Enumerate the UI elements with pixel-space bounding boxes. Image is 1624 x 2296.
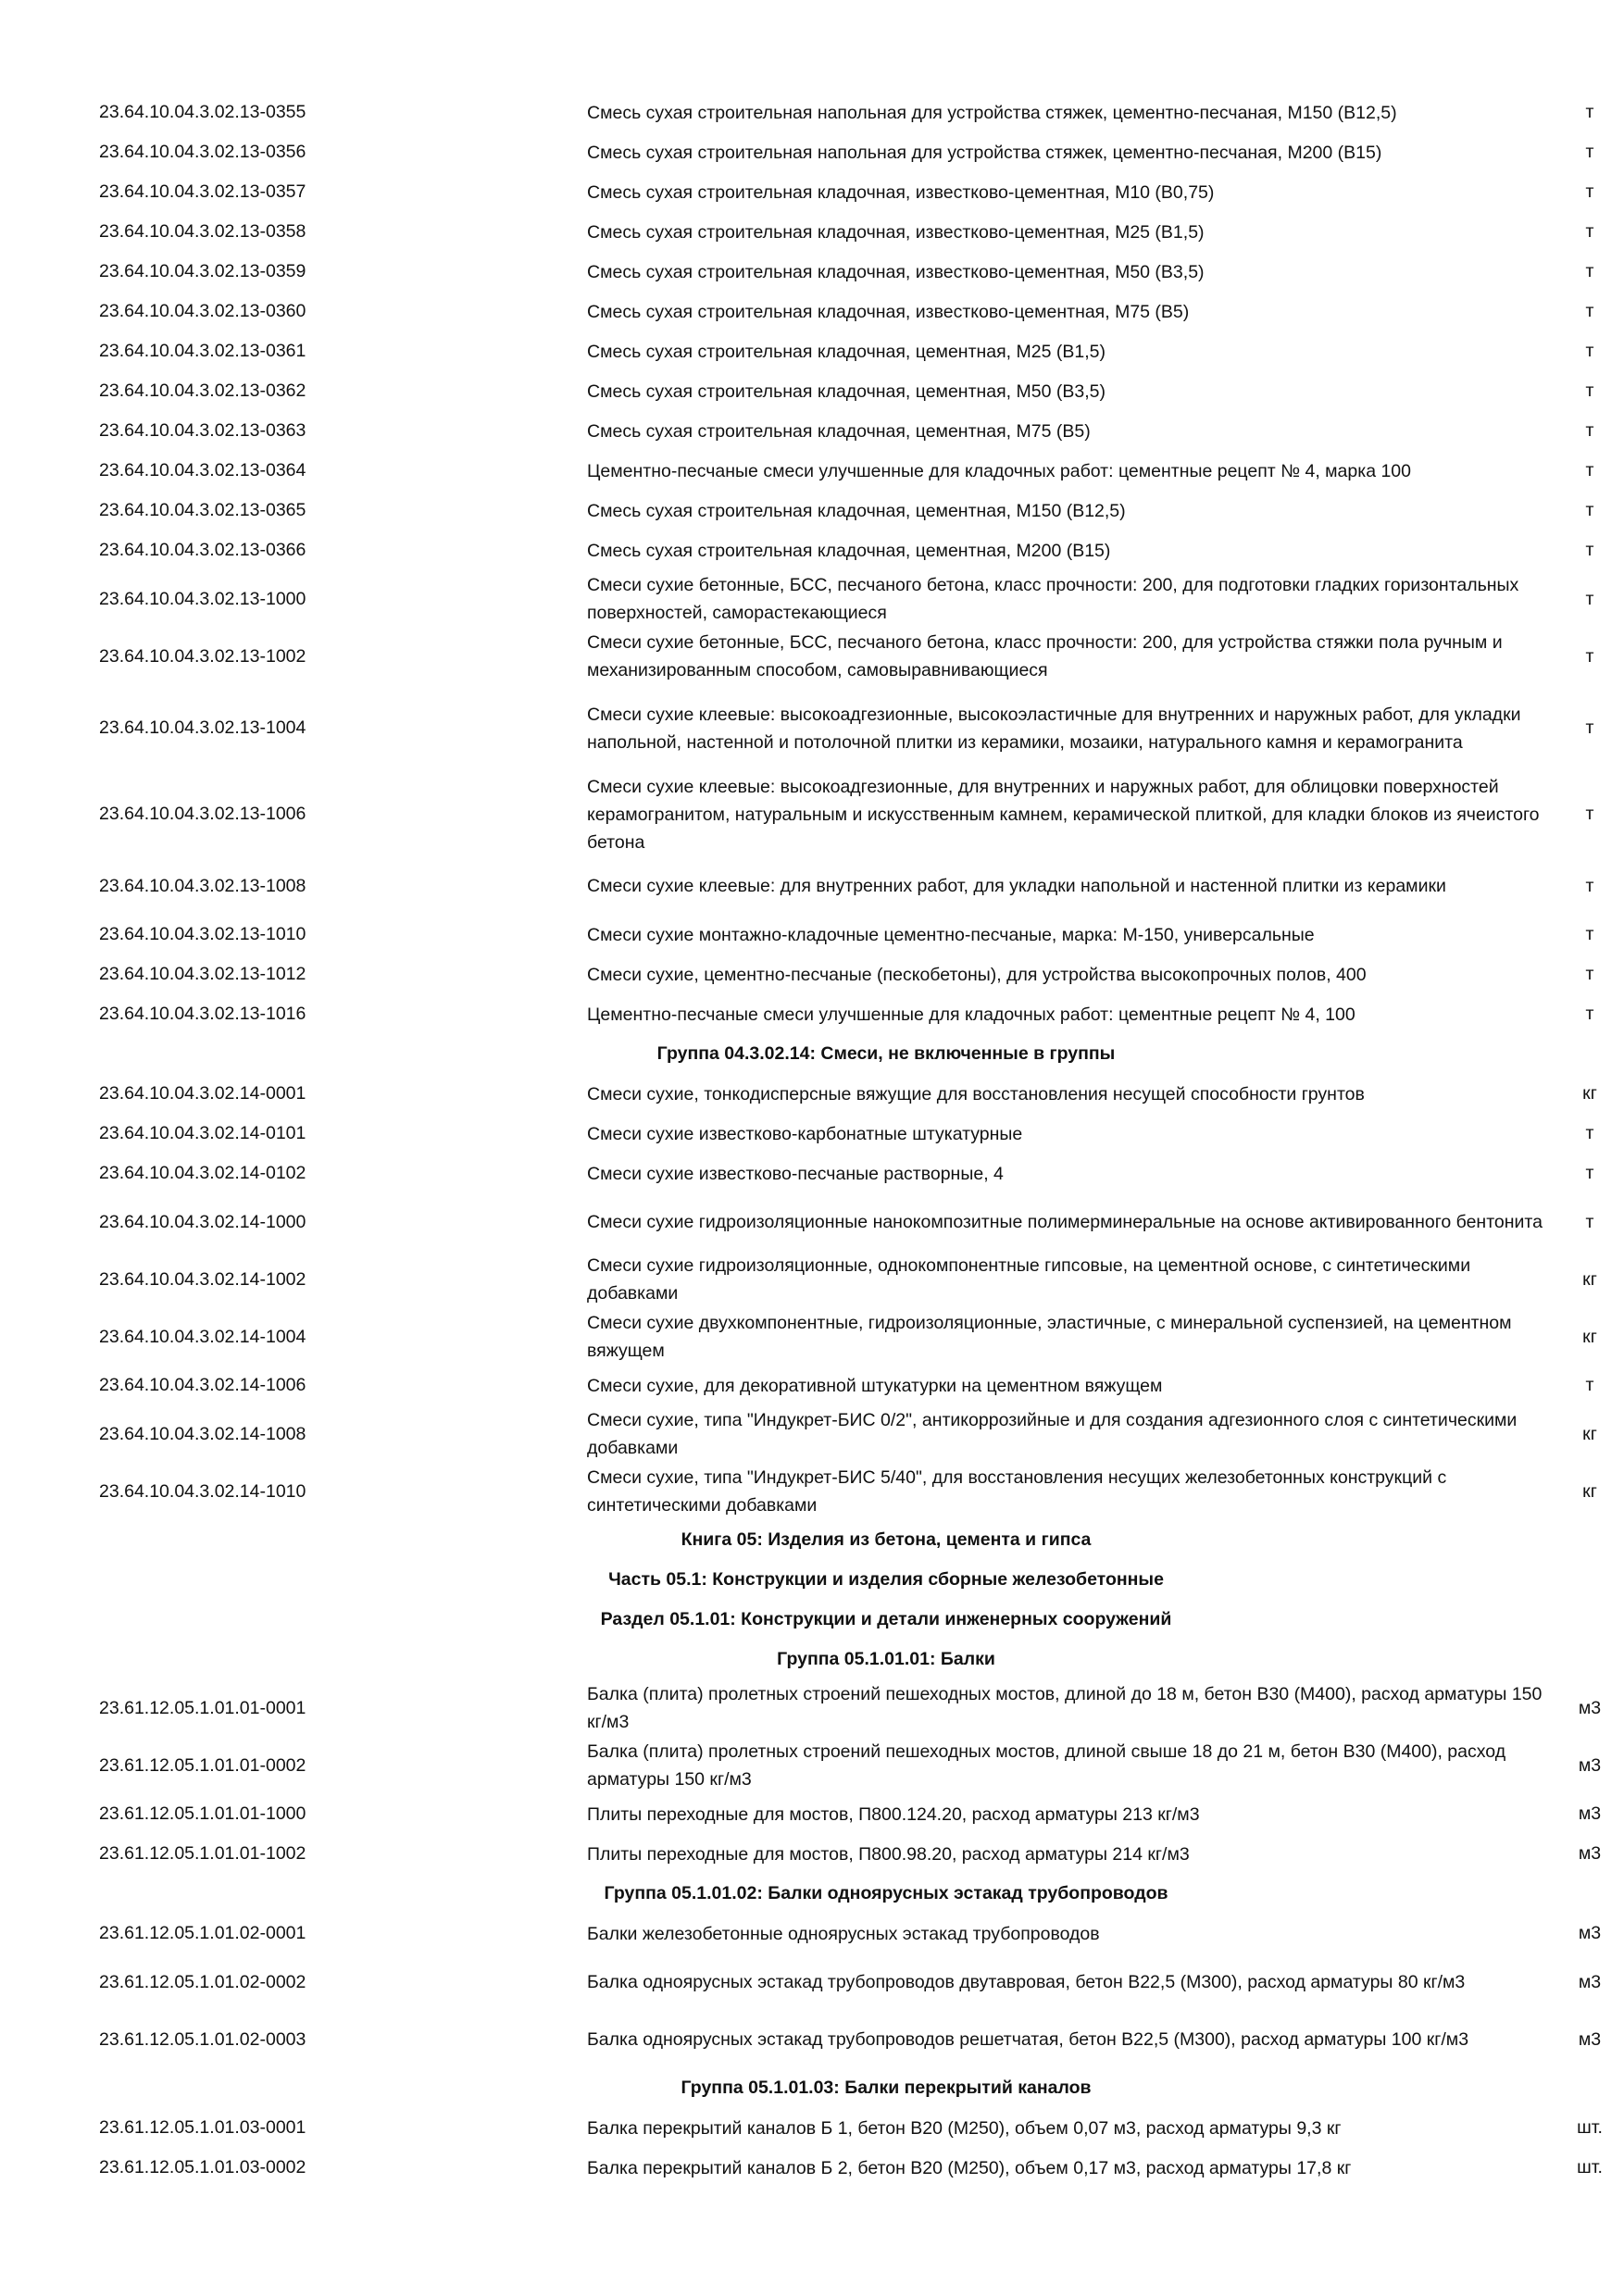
resource-description: Смеси сухие двухкомпонентные, гидроизоляционные, эластичные, с минеральной суспензией, на цементном вяжущем: [587, 1313, 1512, 1361]
document-body: [0, 93, 1624, 2188]
resource-description: Смеси сухие бетонные, БСС, песчаного бетона, класс прочности: 200, для устройства стяжки пола ручным и механизированным способом, самовыравнивающиеся: [587, 632, 1503, 680]
table-row: [0, 411, 1624, 451]
table-row: [0, 292, 1624, 331]
resource-code: 23.64.10.04.3.02.14-0102: [99, 1163, 306, 1183]
resource-description: Смесь сухая строительная кладочная, известково-цементная, М25 (В1,5): [587, 221, 1205, 243]
resource-description: Смеси сухие, цементно-песчаные (пескобетоны), для устройства высокопрочных полов, 400: [587, 964, 1367, 985]
resource-code: 23.64.10.04.3.02.13-0357: [99, 181, 306, 202]
resource-description: Смеси сухие гидроизоляционные нанокомпозитные полимерминеральные на основе активированного бентонита: [587, 1212, 1543, 1232]
resource-description: Балка (плита) пролетных строений пешеходных мостов, длиной до 18 м, бетон В30 (М400), расход арматуры 150 кг/м3: [587, 1684, 1543, 1732]
unit-of-measure: т: [1585, 588, 1594, 609]
unit-of-measure: кг: [1582, 1083, 1597, 1104]
table-row: [0, 451, 1624, 491]
resource-description: Смесь сухая строительная кладочная, цементная, М75 (В5): [587, 420, 1091, 442]
resource-description: Смесь сухая строительная напольная для устройства стяжек, цементно-песчаная, М150 (В12,5): [587, 102, 1397, 123]
table-row: [0, 331, 1624, 371]
resource-description: Смеси сухие, типа "Индукрет-БИС 0/2", антикоррозийные и для создания адгезионного слоя с синтетическими добавками: [587, 1410, 1518, 1458]
resource-code: 23.64.10.04.3.02.13-0364: [99, 460, 306, 480]
resource-description: Смеси сухие, тонкодисперсные вяжущие для восстановления несущей способности грунтов: [587, 1083, 1365, 1104]
unit-of-measure: м3: [1578, 1697, 1602, 1718]
unit-of-measure: кг: [1582, 1423, 1597, 1444]
resource-description: Смеси сухие монтажно-кладочные цементно-песчаные, марка: М-150, универсальные: [587, 924, 1315, 945]
table-row: [0, 685, 1624, 771]
resource-description: Балка одноярусных эстакад трубопроводов двутавровая, бетон В22,5 (М300), расход арматуры 80 кг/м3: [587, 1972, 1466, 1992]
table-row: [0, 93, 1624, 132]
table-row: [0, 628, 1624, 685]
resource-code: 23.61.12.05.1.01.03-0001: [99, 2117, 306, 2138]
unit-of-measure: т: [1585, 645, 1594, 667]
group-heading-text: Группа 05.1.01.02: Балки одноярусных эстакад трубопроводов: [604, 1883, 1168, 1903]
resource-code: 23.64.10.04.3.02.13-1010: [99, 924, 306, 944]
resource-code: 23.64.10.04.3.02.14-1002: [99, 1268, 306, 1290]
group-heading: [0, 1600, 1624, 1640]
group-heading: [0, 1874, 1624, 1914]
table-row: [0, 1308, 1624, 1366]
table-row: [0, 1737, 1624, 1794]
unit-of-measure: т: [1585, 924, 1594, 944]
resource-code: 23.64.10.04.3.02.13-0361: [99, 341, 306, 361]
table-row: [0, 252, 1624, 292]
group-heading: [0, 1640, 1624, 1679]
resource-code: 23.61.12.05.1.01.02-0001: [99, 1923, 306, 1943]
resource-description: Балка перекрытий каналов Б 1, бетон В20 (М250), объем 0,07 м3, расход арматуры 9,3 кг: [587, 2117, 1342, 2139]
unit-of-measure: м3: [1578, 2028, 1602, 2050]
resource-description: Смеси сухие известково-песчаные растворные, 4: [587, 1163, 1004, 1184]
table-row: [0, 1074, 1624, 1114]
table-row: [0, 2108, 1624, 2148]
resource-description: Смесь сухая строительная кладочная, цементная, М50 (В3,5): [587, 381, 1106, 402]
resource-description: Смеси сухие известково-карбонатные штукатурные: [587, 1123, 1023, 1144]
unit-of-measure: т: [1585, 1375, 1594, 1395]
unit-of-measure: т: [1585, 540, 1594, 560]
group-heading: [0, 1520, 1624, 1560]
resource-description: Смеси сухие, типа "Индукрет-БИС 5/40", для восстановления несущих железобетонных конструкций с синтетическими добавками: [587, 1467, 1447, 1516]
resource-description: Смеси сухие бетонные, БСС, песчаного бетона, класс прочности: 200, для подготовки гладких горизонтальных поверхностей, саморастекающиеся: [587, 575, 1519, 623]
unit-of-measure: кг: [1582, 1480, 1597, 1502]
unit-of-measure: м3: [1578, 1843, 1602, 1864]
resource-code: 23.61.12.05.1.01.03-0002: [99, 2157, 306, 2177]
unit-of-measure: кг: [1582, 1268, 1597, 1290]
table-row: [0, 1914, 1624, 1953]
resource-code: 23.64.10.04.3.02.14-1008: [99, 1423, 306, 1444]
resource-description: Смеси сухие клеевые: высокоадгезионные, для внутренних и наружных работ, для облицовки поверхностей керамогранитом, натуральным и искусственным камнем, керамической плиткой, для кладки блоков из ячеистого бетона: [587, 776, 1540, 853]
unit-of-measure: м3: [1578, 1803, 1602, 1824]
table-row: [0, 1366, 1624, 1405]
table-row: [0, 132, 1624, 172]
unit-of-measure: т: [1585, 1163, 1594, 1183]
unit-of-measure: т: [1585, 261, 1594, 281]
resource-description: Смесь сухая строительная кладочная, известково-цементная, М50 (В3,5): [587, 261, 1205, 282]
table-row: [0, 1405, 1624, 1463]
table-row: [0, 1251, 1624, 1308]
resource-description: Смеси сухие, для декоративной штукатурки на цементном вяжущем: [587, 1375, 1163, 1396]
resource-description: Смеси сухие клеевые: для внутренних работ, для укладки напольной и настенной плитки из керамики: [587, 876, 1446, 896]
resource-code: 23.64.10.04.3.02.13-0363: [99, 420, 306, 441]
unit-of-measure: т: [1585, 460, 1594, 480]
group-heading-text: Раздел 05.1.01: Конструкции и детали инженерных сооружений: [600, 1609, 1172, 1629]
resource-description: Смесь сухая строительная кладочная, цементная, М200 (В15): [587, 540, 1111, 561]
resource-code: 23.64.10.04.3.02.14-1006: [99, 1375, 306, 1395]
resource-code: 23.64.10.04.3.02.13-1004: [99, 718, 306, 738]
group-heading: [0, 2068, 1624, 2108]
table-row: [0, 915, 1624, 955]
resource-description: Плиты переходные для мостов, П800.98.20, расход арматуры 214 кг/м3: [587, 1843, 1190, 1865]
unit-of-measure: т: [1585, 804, 1594, 824]
unit-of-measure: т: [1585, 1211, 1594, 1232]
resource-code: 23.64.10.04.3.02.13-0358: [99, 221, 306, 242]
resource-description: Смесь сухая строительная кладочная, известково-цементная, М75 (В5): [587, 301, 1190, 322]
unit-of-measure: т: [1585, 381, 1594, 401]
unit-of-measure: м3: [1578, 1754, 1602, 1776]
group-heading: [0, 1560, 1624, 1600]
resource-code: 23.61.12.05.1.01.01-0001: [99, 1697, 306, 1718]
table-row: [0, 2011, 1624, 2068]
resource-description: Смесь сухая строительная кладочная, цементная, М25 (В1,5): [587, 341, 1106, 362]
group-heading-text: Часть 05.1: Конструкции и изделия сборные железобетонные: [608, 1569, 1164, 1590]
unit-of-measure: т: [1585, 420, 1594, 441]
unit-of-measure: т: [1585, 964, 1594, 984]
table-row: [0, 491, 1624, 530]
resource-code: 23.64.10.04.3.02.13-1012: [99, 964, 306, 984]
resource-code: 23.61.12.05.1.01.02-0002: [99, 1971, 306, 1992]
resource-description: Смеси сухие гидроизоляционные, однокомпонентные гипсовые, на цементной основе, с синтетическими добавками: [587, 1255, 1471, 1304]
resource-description: Балка (плита) пролетных строений пешеходных мостов, длиной свыше 18 до 21 м, бетон В30 (М400), расход арматуры 150 кг/м3: [587, 1741, 1506, 1790]
resource-code: 23.64.10.04.3.02.13-1008: [99, 875, 306, 896]
resource-description: Балки железобетонные одноярусных эстакад трубопроводов: [587, 1923, 1100, 1944]
resource-description: Балка одноярусных эстакад трубопроводов решетчатая, бетон В22,5 (М300), расход арматуры 100 кг/м3: [587, 2029, 1469, 2050]
unit-of-measure: кг: [1582, 1326, 1597, 1347]
unit-of-measure: т: [1585, 301, 1594, 321]
resource-description: Смеси сухие клеевые: высокоадгезионные, высокоэластичные для внутренних и наружных работ, для укладки напольной, настенной и потолочной плитки из керамики, мозаики, натурального камня и керамогранита: [587, 704, 1521, 753]
table-row: [0, 570, 1624, 628]
resource-description: Цементно-песчаные смеси улучшенные для кладочных работ: цементные рецепт № 4, 100: [587, 1004, 1355, 1025]
table-row: [0, 2148, 1624, 2188]
resource-description: Смесь сухая строительная кладочная, цементная, М150 (В12,5): [587, 500, 1126, 521]
table-row: [0, 857, 1624, 915]
resource-description: Плиты переходные для мостов, П800.124.20, расход арматуры 213 кг/м3: [587, 1803, 1200, 1825]
resource-code: 23.64.10.04.3.02.13-0355: [99, 102, 306, 122]
resource-code: 23.64.10.04.3.02.13-0359: [99, 261, 306, 281]
resource-code: 23.64.10.04.3.02.14-1000: [99, 1211, 306, 1232]
unit-of-measure: т: [1585, 341, 1594, 361]
table-row: [0, 212, 1624, 252]
resource-code: 23.64.10.04.3.02.13-1000: [99, 588, 306, 609]
group-heading-text: Группа 05.1.01.01: Балки: [777, 1649, 995, 1669]
table-row: [0, 1834, 1624, 1874]
unit-of-measure: т: [1585, 102, 1594, 122]
unit-of-measure: т: [1585, 221, 1594, 242]
unit-of-measure: т: [1585, 500, 1594, 520]
table-row: [0, 771, 1624, 857]
group-heading: [0, 1034, 1624, 1074]
group-heading-text: Книга 05: Изделия из бетона, цемента и гипса: [681, 1529, 1092, 1550]
unit-of-measure: т: [1585, 142, 1594, 162]
group-heading-text: Группа 04.3.02.14: Смеси, не включенные в группы: [656, 1043, 1116, 1064]
unit-of-measure: т: [1585, 718, 1594, 738]
unit-of-measure: т: [1585, 875, 1594, 896]
resource-code: 23.64.10.04.3.02.13-1016: [99, 1004, 306, 1024]
resource-code: 23.64.10.04.3.02.14-1004: [99, 1326, 306, 1347]
table-row: [0, 955, 1624, 994]
table-row: [0, 172, 1624, 212]
table-row: [0, 1114, 1624, 1154]
unit-of-measure: т: [1585, 1004, 1594, 1024]
unit-of-measure: шт.: [1577, 2117, 1603, 2138]
resource-code: 23.64.10.04.3.02.13-1002: [99, 645, 306, 667]
resource-code: 23.64.10.04.3.02.13-0360: [99, 301, 306, 321]
resource-description: Смесь сухая строительная напольная для устройства стяжек, цементно-песчаная, М200 (В15): [587, 142, 1382, 163]
table-row: [0, 994, 1624, 1034]
group-heading-text: Группа 05.1.01.03: Балки перекрытий каналов: [681, 2078, 1092, 2098]
table-row: [0, 1463, 1624, 1520]
resource-code: 23.64.10.04.3.02.14-0001: [99, 1083, 306, 1104]
resource-code: 23.64.10.04.3.02.13-0366: [99, 540, 306, 560]
resource-description: Смесь сухая строительная кладочная, известково-цементная, М10 (В0,75): [587, 181, 1215, 203]
unit-of-measure: м3: [1578, 1971, 1602, 1992]
table-row: [0, 371, 1624, 411]
unit-of-measure: т: [1585, 1123, 1594, 1143]
table-row: [0, 1193, 1624, 1251]
resource-code: 23.61.12.05.1.01.01-1002: [99, 1843, 306, 1864]
resource-code: 23.61.12.05.1.01.01-1000: [99, 1803, 306, 1824]
resource-code: 23.61.12.05.1.01.02-0003: [99, 2028, 306, 2050]
unit-of-measure: т: [1585, 181, 1594, 202]
table-row: [0, 1953, 1624, 2011]
unit-of-measure: шт.: [1577, 2157, 1603, 2177]
table-row: [0, 1679, 1624, 1737]
resource-code: 23.64.10.04.3.02.13-1006: [99, 804, 306, 824]
resource-description: Цементно-песчаные смеси улучшенные для кладочных работ: цементные рецепт № 4, марка 100: [587, 460, 1412, 481]
table-row: [0, 530, 1624, 570]
unit-of-measure: м3: [1578, 1923, 1602, 1943]
resource-code: 23.61.12.05.1.01.01-0002: [99, 1754, 306, 1776]
resource-description: Балка перекрытий каналов Б 2, бетон В20 (М250), объем 0,17 м3, расход арматуры 17,8 кг: [587, 2157, 1352, 2178]
resource-code: 23.64.10.04.3.02.13-0365: [99, 500, 306, 520]
table-row: [0, 1794, 1624, 1834]
resource-code: 23.64.10.04.3.02.14-1010: [99, 1480, 306, 1502]
table-row: [0, 1154, 1624, 1193]
resource-code: 23.64.10.04.3.02.13-0356: [99, 142, 306, 162]
resource-code: 23.64.10.04.3.02.14-0101: [99, 1123, 306, 1143]
resource-code: 23.64.10.04.3.02.13-0362: [99, 381, 306, 401]
